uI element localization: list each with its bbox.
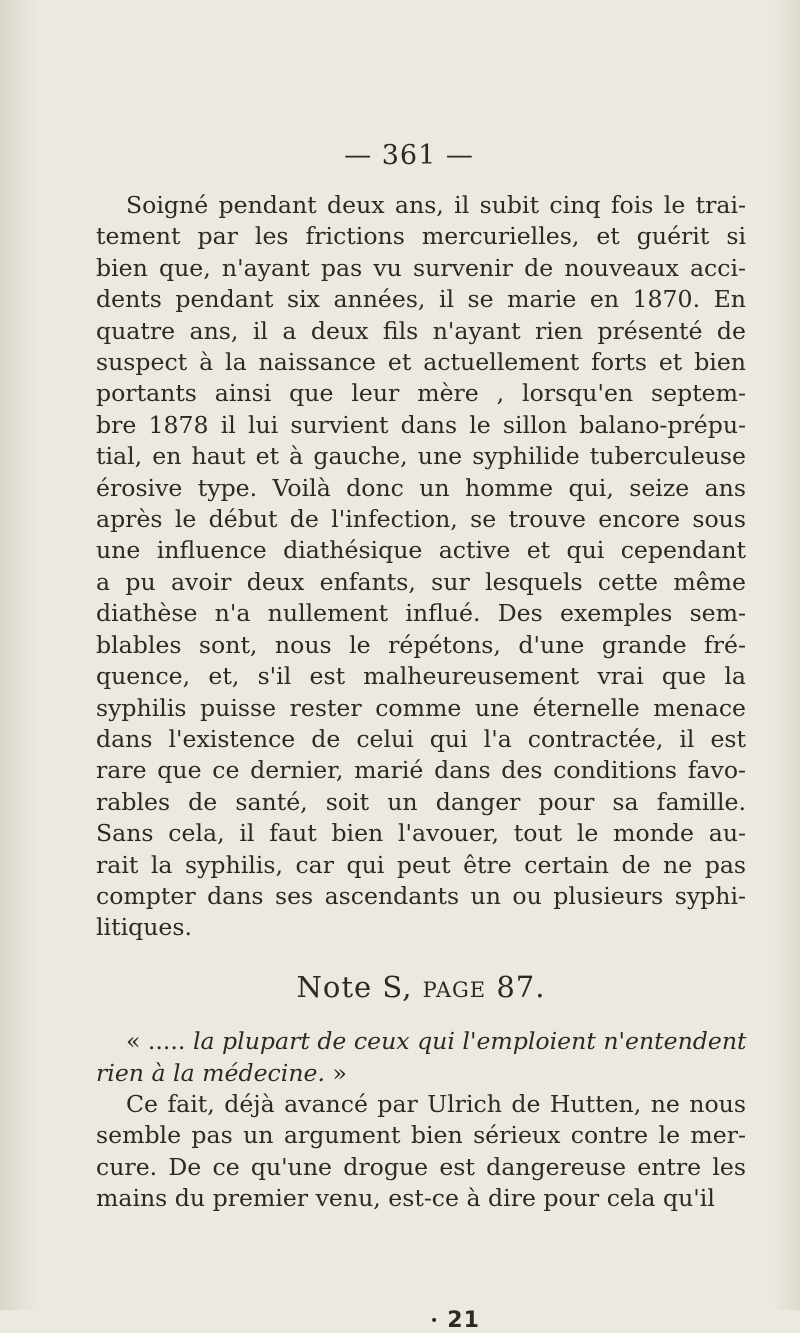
text-line: bre 1878 il lui survient dans le sillon balano-prépu- (96, 410, 746, 439)
text-line: a pu avoir deux enfants, sur lesquels cette même (96, 567, 746, 596)
text-line: Soigné pendant deux ans, il subit cinq fois le trai- (126, 191, 746, 219)
quote-block (96, 1026, 746, 1089)
quote-text-2: rien à la médecine. (96, 1058, 325, 1087)
signature-mark (430, 1308, 480, 1333)
page-number: — 361 — (344, 140, 474, 171)
text-line: diathèse n'a nullement influé. Des exemples sem- (96, 599, 746, 628)
text-line: quatre ans, il a deux fils n'ayant rien présenté de (96, 316, 746, 345)
page-edge-shadow (772, 0, 800, 1310)
text-line: après le début de l'infection, se trouve encore sous (96, 505, 746, 534)
note-page-label: PAGE (422, 977, 487, 1002)
quote-line-2 (96, 1058, 746, 1089)
text-line: rait la syphilis, car qui peut être certain de ne pas (96, 850, 746, 879)
text-line: dans l'existence de celui qui l'a contractée, il est (96, 724, 746, 753)
text-line: rables de santé, soit un danger pour sa famille. (96, 787, 746, 816)
text-line: portants ainsi que leur mère , lorsqu'en septem- (96, 379, 746, 408)
note-label: Note S, (296, 969, 413, 1004)
quote-open: « ..... (126, 1027, 186, 1056)
paragraph-2 (96, 1089, 746, 1215)
text-line: mains du premier venu, est-ce à dire pour cela qu'il (96, 1184, 715, 1213)
text-line: blables sont, nous le répétons, d'une grande fré- (96, 630, 746, 659)
text-line: syphilis puisse rester comme une éternelle menace (96, 693, 746, 722)
text-line: tement par les frictions mercurielles, et guérit si (96, 222, 746, 251)
text-line: Sans cela, il faut bien l'avouer, tout le monde au- (96, 819, 746, 848)
quote-line-1 (96, 1026, 746, 1057)
paragraph-1 (96, 190, 746, 944)
quote-close: » (332, 1058, 347, 1087)
text-line: dents pendant six années, il se marie en 1870. En (96, 285, 746, 314)
text-line: litiques. (96, 913, 192, 942)
page-gutter-shadow (0, 0, 40, 1310)
text-line: tial, en haut et à gauche, une syphilide tuberculeuse (96, 442, 746, 471)
text-line: semble pas un argument bien sérieux contre le mer- (96, 1121, 746, 1150)
text-line: compter dans ses ascendants un ou plusieurs syphi- (96, 881, 746, 910)
body-text (96, 190, 746, 1215)
text-line: cure. De ce qu'une drogue est dangereuse entre les (96, 1152, 746, 1181)
text-line: bien que, n'ayant pas vu survenir de nouveaux acci- (96, 253, 746, 282)
text-line: Ce fait, déjà avancé par Ulrich de Hutten, ne nous (126, 1089, 746, 1118)
text-line: érosive type. Voilà donc un homme qui, seize ans (96, 473, 746, 502)
signature-dot-icon: • (430, 1313, 440, 1329)
note-heading (96, 969, 746, 1006)
note-page-number: 87. (496, 969, 546, 1004)
quote-text-1: la plupart de ceux qui l'emploient n'entendent (192, 1027, 747, 1056)
text-line: suspect à la naissance et actuellement forts et bien (96, 348, 746, 377)
text-line: quence, et, s'il est malheureusement vrai que la (96, 662, 746, 691)
text-line: rare que ce dernier, marié dans des conditions favo- (96, 756, 746, 785)
text-line: une influence diathésique active et qui cependant (96, 536, 746, 565)
signature-number: 21 (447, 1308, 480, 1333)
